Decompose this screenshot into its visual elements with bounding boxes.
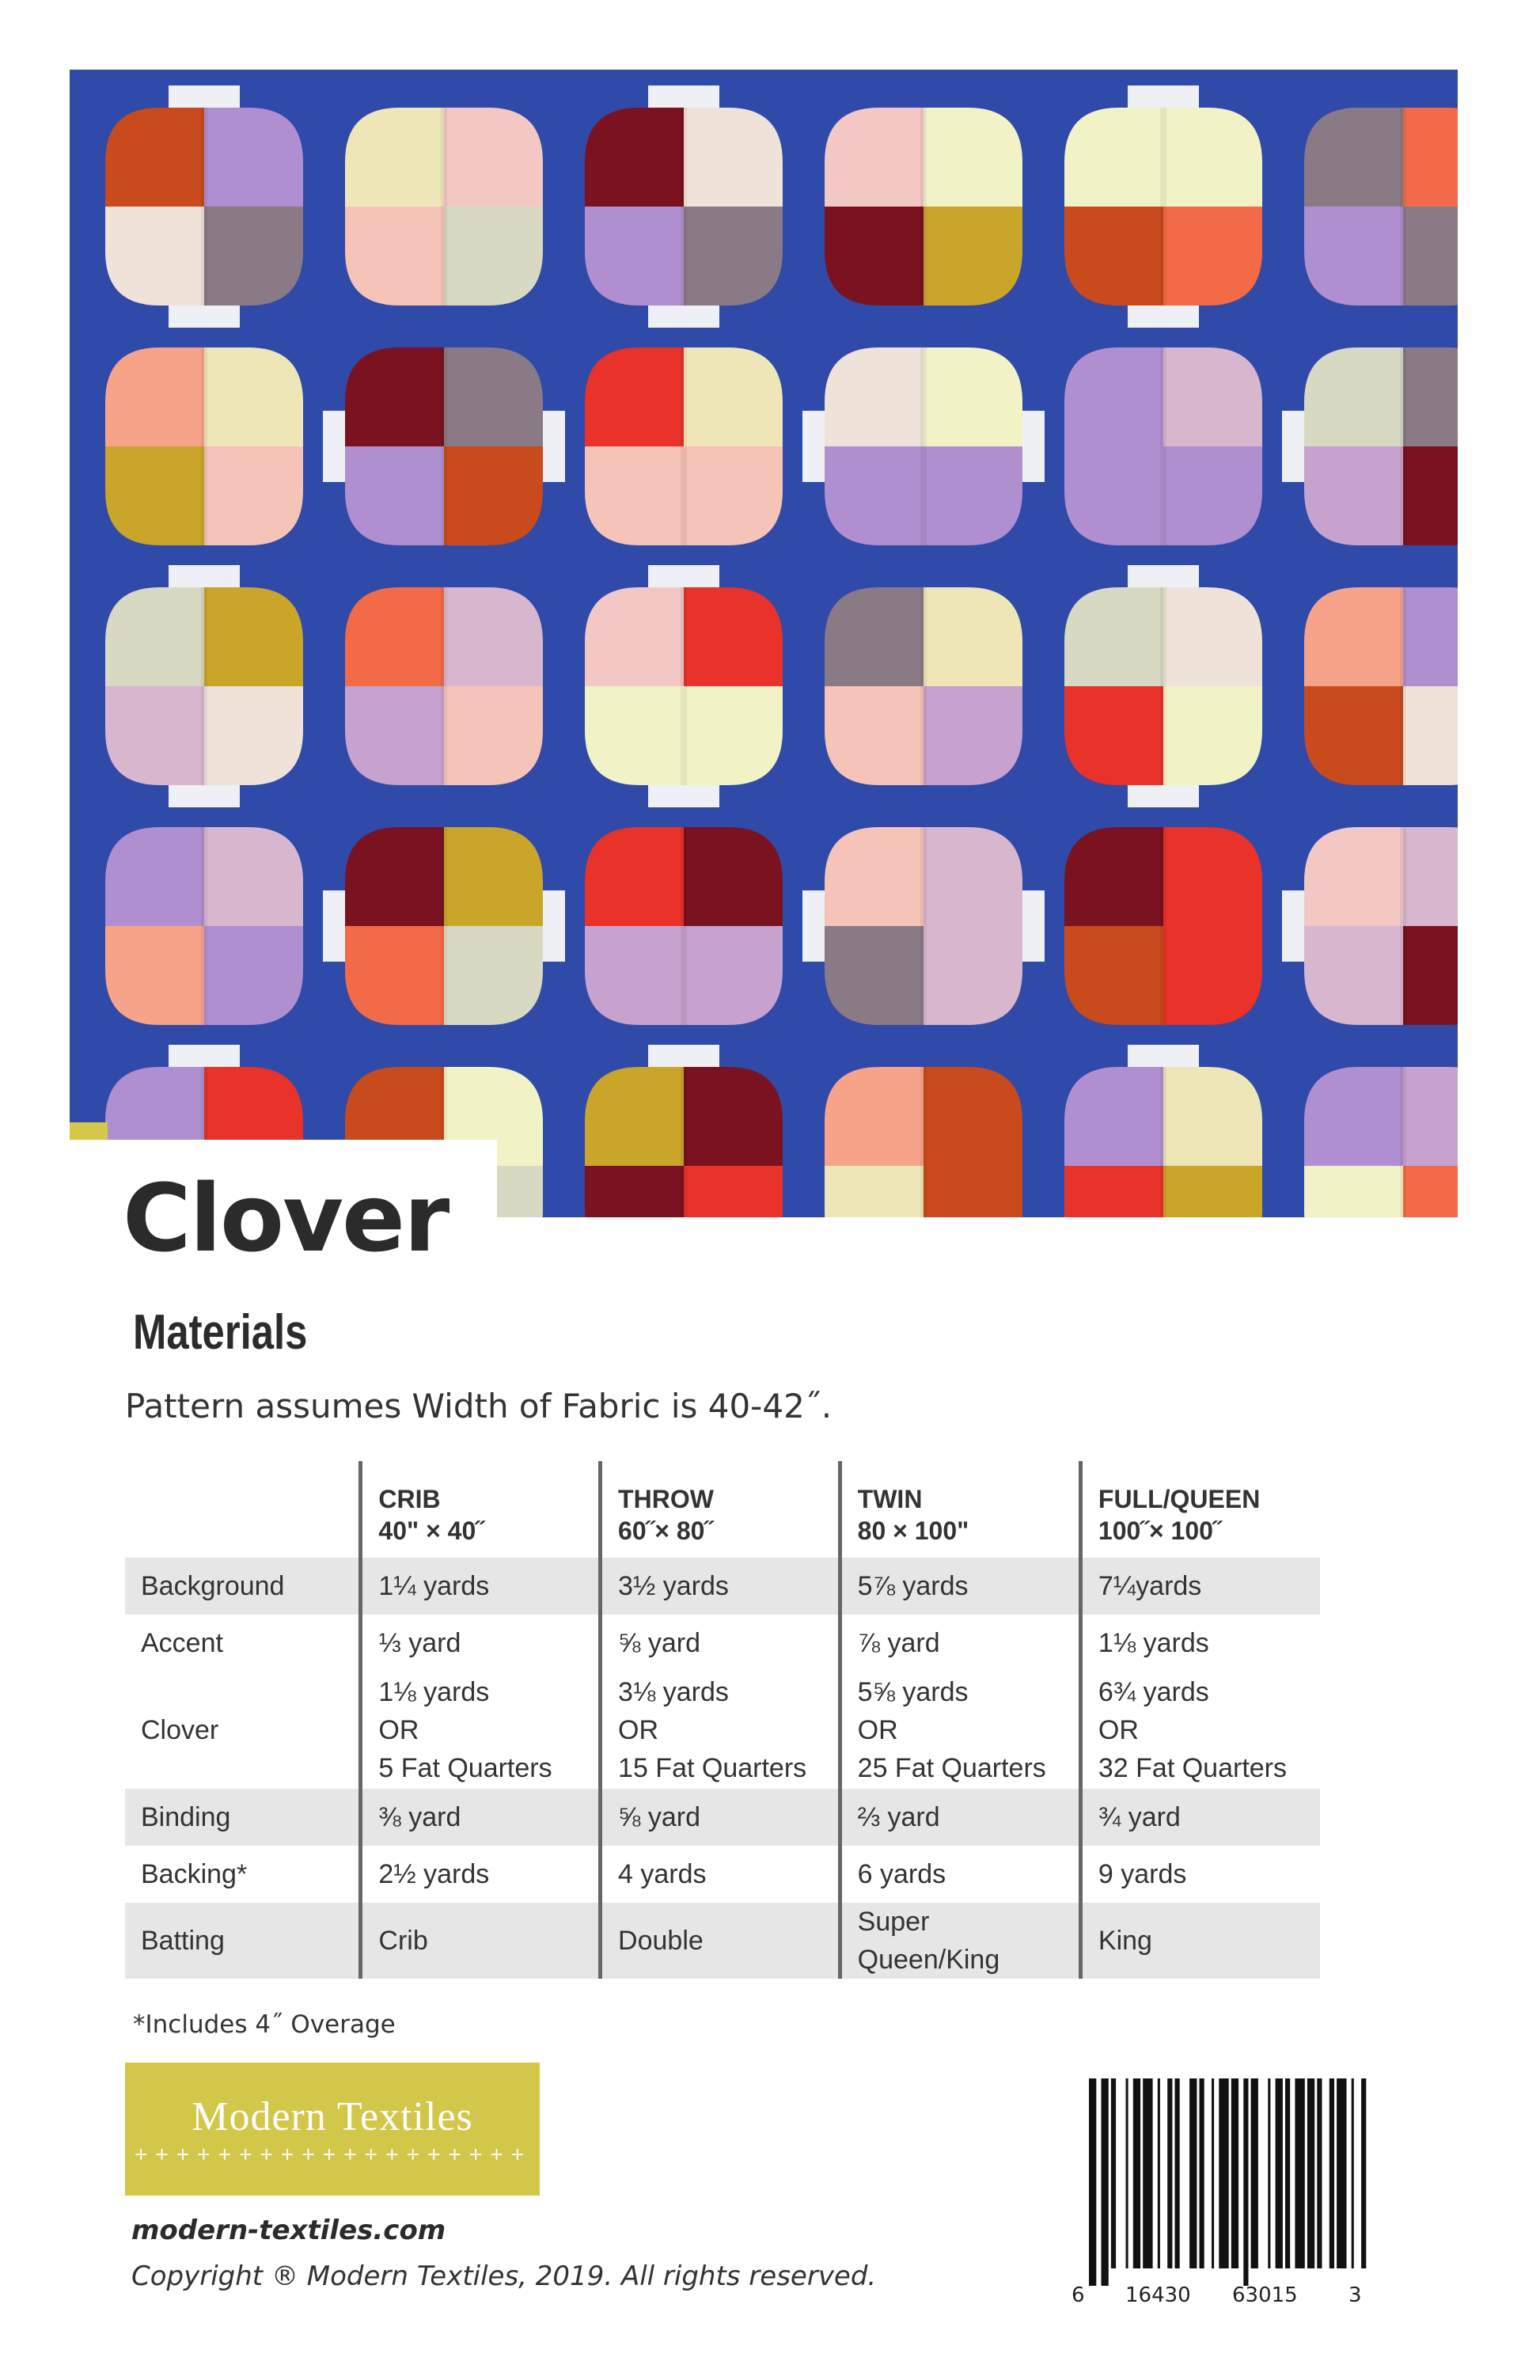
cell-line: 1⅛ yards [378, 1677, 490, 1707]
table-row-clover [125, 1672, 1320, 1789]
table-cell [361, 1672, 601, 1789]
barcode-bar [1167, 2078, 1172, 2268]
barcode-bar [1268, 2078, 1270, 2268]
barcode-bar [1175, 2078, 1180, 2268]
clover-petal [105, 587, 204, 686]
row-label: Background [125, 1558, 361, 1615]
clover-petal [105, 827, 204, 926]
clover-petal [924, 1067, 1022, 1166]
table-row-background [125, 1558, 1320, 1615]
column-name: FULL/QUEEN [1098, 1485, 1261, 1513]
clover-petal [204, 587, 303, 686]
petal-seam [441, 108, 447, 306]
clover-petal [444, 347, 543, 446]
petal-seam [1160, 347, 1166, 545]
barcode-bar [1337, 2078, 1346, 2268]
petal-seam [1400, 108, 1406, 306]
petal-seam [1400, 347, 1406, 545]
clover-petal [924, 1166, 1022, 1217]
clover-petal [345, 207, 444, 306]
petal-seam [201, 587, 207, 785]
column-header-full-queen [1080, 1461, 1320, 1558]
clover-petal [825, 1067, 924, 1166]
column-header-throw [601, 1461, 840, 1558]
fabric-width-note: Pattern assumes Width of Fabric is 40-42˝. [125, 1387, 833, 1425]
clover-petal [684, 347, 783, 446]
barcode-bar [1111, 2078, 1116, 2268]
column-header-twin [840, 1461, 1080, 1558]
petal-seam [1160, 1067, 1166, 1217]
petal-seam [201, 827, 207, 1025]
table-cell: Super Queen/King [840, 1903, 1080, 1979]
clover-petal [1163, 587, 1262, 686]
table-cell: ⅔ yard [840, 1789, 1080, 1846]
column-name: THROW [618, 1485, 714, 1513]
clover-petal [1064, 827, 1163, 926]
clover-petal [444, 108, 543, 207]
column-size: 100˝× 100˝ [1098, 1516, 1222, 1545]
barcode-bar [1219, 2078, 1228, 2268]
overage-footnote: *Includes 4˝ Overage [133, 2010, 396, 2039]
clover-petal [684, 827, 783, 926]
clover-petal [924, 347, 1022, 446]
petal-seam [681, 587, 687, 785]
barcode-bar [1200, 2078, 1204, 2268]
clover-petal [345, 446, 444, 545]
clover-petal [825, 207, 924, 306]
cell-line: OR [378, 1715, 419, 1745]
clover-petal [1403, 207, 1458, 306]
clover-petal [204, 926, 303, 1025]
clover-petal [1163, 207, 1262, 306]
column-name: CRIB [378, 1485, 441, 1513]
petal-seam [681, 347, 687, 545]
clover-petal [924, 207, 1022, 306]
clover-petal [825, 446, 924, 545]
petal-seam [1400, 587, 1406, 785]
barcode-bar [1189, 2078, 1197, 2268]
barcode-digit-group-right: 63015 [1232, 2283, 1298, 2307]
clover-petal [825, 108, 924, 207]
cell-line: 5⅝ yards [857, 1677, 969, 1707]
table-header-row [125, 1461, 1320, 1558]
petal-seam [681, 108, 687, 306]
clover-petal [1064, 587, 1163, 686]
clover-petal [105, 686, 204, 785]
clover-petal [1163, 926, 1262, 1025]
clover-petal [204, 347, 303, 446]
clover-petal [1064, 207, 1163, 306]
clover-petal [345, 108, 444, 207]
clover-petal [585, 347, 684, 446]
barcode-graphic [1070, 2072, 1371, 2310]
website-link[interactable]: modern-textiles.com [131, 2215, 446, 2246]
table-cell: ¾ yard [1080, 1789, 1320, 1846]
petal-seam [920, 587, 927, 785]
barcode-bar [1295, 2078, 1304, 2268]
petal-seam [920, 108, 927, 306]
clover-petal [1304, 827, 1403, 926]
table-cell: ⅜ yard [361, 1789, 601, 1846]
clover-petal [1064, 446, 1163, 545]
clover-petal [1304, 108, 1403, 207]
table-cell: King [1080, 1903, 1320, 1979]
clover-petal [684, 686, 783, 785]
clover-petal [1304, 587, 1403, 686]
table-cell: Double [601, 1903, 840, 1979]
clover-petal [345, 347, 444, 446]
petal-seam [681, 827, 687, 1025]
clover-petal [825, 1166, 924, 1217]
clover-petal [1064, 1067, 1163, 1166]
clover-petal [444, 207, 543, 306]
table-cell: 1¼ yards [361, 1558, 601, 1615]
petal-seam [1160, 587, 1166, 785]
clover-petal [1163, 686, 1262, 785]
clover-petal [1403, 686, 1458, 785]
clover-petal [1403, 347, 1458, 446]
clover-petal [585, 827, 684, 926]
clover-petal [924, 926, 1022, 1025]
column-size: 60˝× 80˝ [618, 1516, 714, 1545]
barcode-bar [1102, 2078, 1109, 2286]
clover-petal [1403, 1166, 1458, 1217]
clover-petal [585, 1067, 684, 1166]
clover-petal [1064, 347, 1163, 446]
clover-petal [444, 827, 543, 926]
table-cell: 5⅞ yards [840, 1558, 1080, 1615]
clover-petal [1163, 446, 1262, 545]
barcode-bar [1212, 2078, 1214, 2268]
table-row-backing [125, 1846, 1320, 1903]
table-cell: ⅝ yard [601, 1789, 840, 1846]
row-label: Clover [141, 1715, 219, 1745]
quilt-illustration [70, 70, 1458, 1217]
clover-petal [345, 827, 444, 926]
logo-text: Modern Textiles [192, 2094, 473, 2139]
table-cell: 1⅛ yards [1080, 1615, 1320, 1672]
table-row-batting [125, 1903, 1320, 1979]
barcode-digit-group-left: 16430 [1125, 2283, 1191, 2307]
clover-petal [345, 587, 444, 686]
clover-petal [1304, 446, 1403, 545]
clover-petal [1403, 926, 1458, 1025]
clover-petal [1304, 1067, 1403, 1166]
clover-petal [1163, 1166, 1262, 1217]
clover-petal [825, 587, 924, 686]
table-cell: ⅞ yard [840, 1615, 1080, 1672]
clover-petal [204, 446, 303, 545]
clover-petal [105, 926, 204, 1025]
cell-line: 32 Fat Quarters [1098, 1753, 1287, 1783]
clover-petal [825, 827, 924, 926]
clover-petal [1304, 926, 1403, 1025]
table-cell: 3½ yards [601, 1558, 840, 1615]
clover-petal [825, 926, 924, 1025]
table-cell [601, 1672, 840, 1789]
clover-petal [585, 207, 684, 306]
petal-seam [441, 587, 447, 785]
clover-petal [1064, 1166, 1163, 1217]
clover-petal [1163, 827, 1262, 926]
pattern-title: Clover [123, 1163, 449, 1273]
clover-petal [105, 446, 204, 545]
clover-petal [924, 686, 1022, 785]
clover-petal [444, 446, 543, 545]
clover-petal [684, 207, 783, 306]
barcode-bar [1243, 2078, 1248, 2286]
barcode-digit-prefix: 6 [1072, 2283, 1085, 2307]
clover-petal [1403, 1067, 1458, 1166]
petal-seam [1160, 108, 1166, 306]
barcode-bar [1329, 2078, 1334, 2268]
clover-petal [105, 207, 204, 306]
clover-petal [1064, 686, 1163, 785]
clover-petal [825, 686, 924, 785]
row-label: Batting [125, 1903, 361, 1979]
cell-line: OR [857, 1715, 898, 1745]
clover-petal [924, 587, 1022, 686]
quilt-photo [70, 70, 1458, 1217]
copyright-notice: Copyright ® Modern Textiles, 2019. All rights reserved. [131, 2260, 877, 2292]
clover-petal [1064, 108, 1163, 207]
logo-cross-stitch-line: +++++++++++++++++++ [133, 2145, 532, 2165]
barcode-bar [1143, 2078, 1152, 2268]
clover-petal [1403, 587, 1458, 686]
table-cell: 7¼yards [1080, 1558, 1320, 1615]
barcode-bar [1276, 2078, 1283, 2268]
clover-petal [204, 827, 303, 926]
clover-petal [924, 827, 1022, 926]
row-label: Backing* [141, 1859, 248, 1889]
petal-seam [201, 347, 207, 545]
barcode-bar [1251, 2078, 1258, 2268]
barcode-bar [1158, 2078, 1160, 2268]
cell-line: 5 Fat Quarters [378, 1753, 552, 1783]
clover-petal [1163, 347, 1262, 446]
table-header-empty [125, 1461, 361, 1558]
petal-seam [920, 1067, 927, 1217]
clover-petal [1304, 686, 1403, 785]
clover-petal [345, 926, 444, 1025]
cell-line: 6¾ yards [1098, 1677, 1209, 1707]
clover-petal [1403, 827, 1458, 926]
clover-petal [825, 347, 924, 446]
petal-seam [201, 108, 207, 306]
barcode-bar [1317, 2078, 1322, 2268]
petal-seam [1400, 1067, 1406, 1217]
clover-petal [684, 926, 783, 1025]
modern-textiles-logo [125, 2063, 540, 2196]
clover-petal [444, 587, 543, 686]
barcode-bars [1089, 2078, 1371, 2286]
materials-heading: Materials [133, 1305, 308, 1360]
table-cell [840, 1672, 1080, 1789]
table-cell: ⅓ yard [361, 1615, 601, 1672]
barcode-bar [1126, 2078, 1128, 2268]
row-label: Accent [141, 1628, 223, 1658]
clover-petal [105, 108, 204, 207]
clover-petal [1304, 1166, 1403, 1217]
barcode-bar [1133, 2078, 1140, 2268]
table-row-binding [125, 1789, 1320, 1846]
clover-petal [924, 446, 1022, 545]
clover-petal [204, 686, 303, 785]
petal-seam [920, 827, 927, 1025]
barcode-bar [1285, 2078, 1290, 2268]
clover-petal [1304, 207, 1403, 306]
clover-petal [1403, 108, 1458, 207]
clover-petal [1403, 446, 1458, 545]
clover-petal [444, 686, 543, 785]
barcode-bar [1089, 2078, 1096, 2286]
table-cell: 9 yards [1080, 1846, 1320, 1903]
cell-line: 15 Fat Quarters [618, 1753, 807, 1783]
barcode-bar [1307, 2078, 1314, 2268]
clover-petal [585, 108, 684, 207]
table-row-accent [125, 1615, 1320, 1672]
title-accent-square [70, 1122, 108, 1140]
clover-petal [684, 108, 783, 207]
cell-line: 3⅛ yards [618, 1677, 729, 1707]
table-cell: ⅝ yard [601, 1615, 840, 1672]
table-cell: 6 yards [840, 1846, 1080, 1903]
cell-line: 25 Fat Quarters [857, 1753, 1046, 1783]
clover-petal [204, 108, 303, 207]
clover-petal [684, 1166, 783, 1217]
barcode-digit-check: 3 [1348, 2283, 1362, 2307]
table-cell: Crib [361, 1903, 601, 1979]
petal-seam [1160, 827, 1166, 1025]
column-header-crib [361, 1461, 601, 1558]
clover-petal [345, 686, 444, 785]
cell-line: OR [1098, 1715, 1139, 1745]
clover-petal [1163, 1067, 1262, 1166]
petal-seam [1400, 827, 1406, 1025]
cell-line: OR [618, 1715, 659, 1745]
clover-petal [1163, 108, 1262, 207]
clover-petal [444, 926, 543, 1025]
clover-petal [1304, 347, 1403, 446]
clover-petal [1064, 926, 1163, 1025]
clover-petal [105, 347, 204, 446]
petal-seam [441, 827, 447, 1025]
clover-petal [585, 587, 684, 686]
column-size: 80 × 100" [857, 1516, 969, 1545]
clover-petal [585, 686, 684, 785]
clover-petal [924, 108, 1022, 207]
row-label: Binding [125, 1789, 361, 1846]
table-cell: 4 yards [601, 1846, 840, 1903]
barcode [1070, 2072, 1371, 2310]
clover-petal [585, 1166, 684, 1217]
clover-petal [585, 926, 684, 1025]
petal-seam [920, 347, 927, 545]
column-name: TWIN [857, 1485, 923, 1513]
clover-petal [204, 207, 303, 306]
barcode-bar [1231, 2078, 1238, 2268]
clover-petal [585, 446, 684, 545]
table-cell [1080, 1672, 1320, 1789]
clover-petal [684, 446, 783, 545]
clover-petal [684, 587, 783, 686]
clover-petal [684, 1067, 783, 1166]
materials-table [125, 1461, 1320, 1979]
petal-seam [441, 347, 447, 545]
barcode-bar [1361, 2078, 1366, 2268]
barcode-bar [1352, 2078, 1354, 2268]
table-cell: 2½ yards [361, 1846, 601, 1903]
column-size: 40" × 40˝ [378, 1516, 484, 1545]
petal-seam [681, 1067, 687, 1217]
